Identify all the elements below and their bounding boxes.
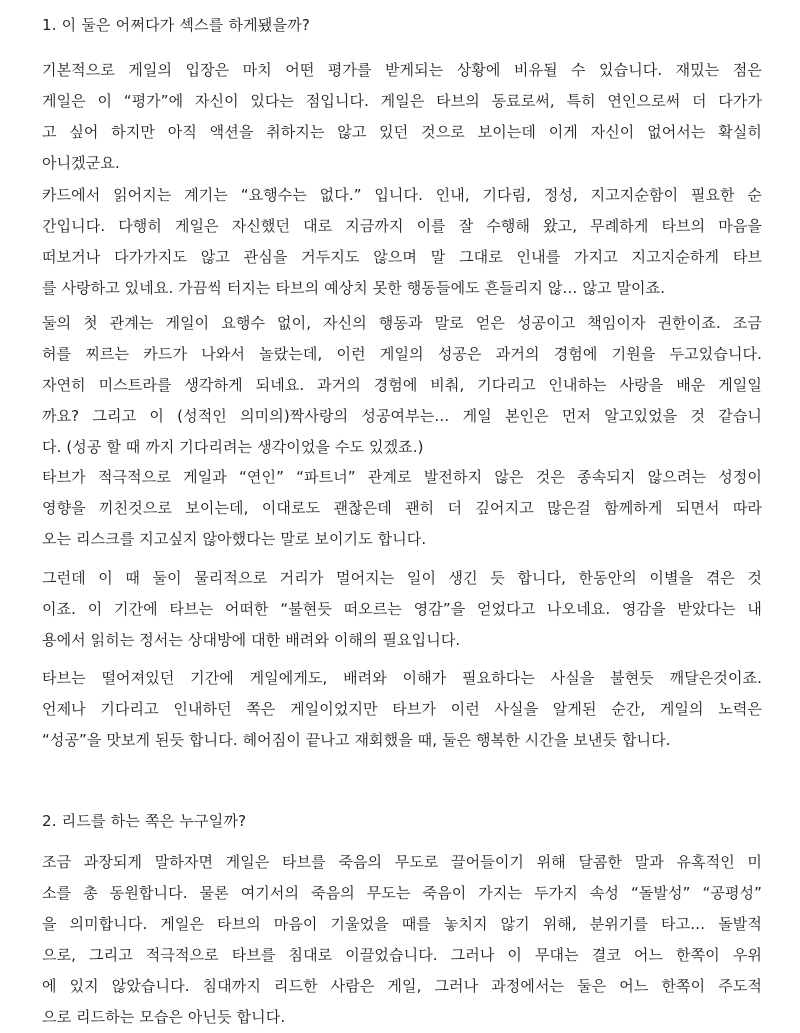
paragraph-7	[42, 847, 762, 1033]
text-line: 으로, 그리고 적극적으로 타브를 침대로 이끌었습니다. 그러나 이 무대는 결코 어느 한쪽이 우위	[42, 946, 762, 964]
text-line: 떠보거나 다가가지도 않고 관심을 거두지도 않으며 말 그대로 인내를 가지고 지고지순하게 타브	[42, 248, 762, 266]
text-line: 를 사랑하고 있네요. 가끔씩 터지는 타브의 예상치 못한 행동들에도 흔들리지 않… 않고 말이죠.	[42, 279, 666, 297]
text-line: 아니겠군요.	[42, 154, 120, 172]
text-line: 오는 리스크를 지고싶지 않아했다는 말로 보이기도 합니다.	[42, 530, 427, 548]
text-line: 으로 리드하는 모습은 아닌듯 합니다.	[42, 1008, 286, 1026]
paragraph-5	[42, 563, 762, 656]
text-line: 게일은 이 “평가”에 자신이 있다는 점입니다. 게일은 타브의 동료로써, 특히 연인으로써 더 다가가	[42, 92, 762, 110]
text-line: 다. (성공 할 때 까지 기다리려는 생각이었을 수도 있겠죠.)	[42, 438, 424, 456]
text-line: 카드에서 읽어지는 계기는 “요행수는 없다.” 입니다. 인내, 기다림, 정성, 지고지순함이 필요한 순	[42, 186, 762, 204]
text-line: 언제나 기다리고 인내하던 쪽은 게일이었지만 타브가 이런 사실을 알게된 순간, 게일의 노력은	[42, 700, 762, 718]
paragraph-2	[42, 180, 762, 304]
text-line: 용에서 읽히는 정서는 상대방에 대한 배려와 이해의 필요입니다.	[42, 631, 461, 649]
text-line: 에 있지 않았습니다. 침대까지 리드한 사람은 게일, 그러나 과정에서는 둘은 어느 한쪽이 주도적	[42, 977, 762, 995]
text-line: 둘의 첫 관계는 게일이 요행수 없이, 자신의 행동과 말로 얻은 성공이고 책임이자 권한이죠. 조금	[42, 314, 762, 332]
text-line: 소를 총 동원합니다. 물론 여기서의 죽음의 무도는 죽음이 가지는 두가지 속성 “돌발성” “공평성”	[42, 884, 762, 902]
text-line: 그런데 이 때 둘이 물리적으로 거리가 멀어지는 일이 생긴 듯 합니다, 한동안의 이별을 겪은 것	[42, 569, 762, 587]
text-line: 자연히 미스트라를 생각하게 되네요. 과거의 경험에 비춰, 기다리고 인내하는 사랑을 배운 게일일	[42, 376, 762, 394]
text-line: 허를 찌르는 카드가 나와서 놀랐는데, 이런 게일의 성공은 과거의 경험에 기원을 두고있습니다.	[42, 345, 762, 363]
text-line: 타브가 적극적으로 게일과 “연인” “파트너” 관계로 발전하지 않은 것은 종속되지 않으려는 성정이	[42, 468, 762, 486]
text-line: 까요? 그리고 이 (성적인 의미의)짝사랑의 성공여부는… 게일 본인은 먼저 알고있었을 것 같습니	[42, 407, 762, 425]
section-heading-1: 1. 이 둘은 어쩌다가 섹스를 하게됐을까?	[42, 16, 311, 34]
text-line: 기본적으로 게일의 입장은 마치 어떤 평가를 받게되는 상황에 비유될 수 있습니다. 재밌는 점은	[42, 61, 762, 79]
text-line: 을 의미합니다. 게일은 타브의 마음이 기울었을 때를 놓치지 않기 위해, 분위기를 타고… 돌발적	[42, 915, 762, 933]
text-line: 고 싶어 하지만 아직 액션을 취하지는 않고 있던 것으로 보이는데 이게 자신이 없어서는 확실히	[42, 123, 762, 141]
paragraph-4	[42, 462, 762, 555]
text-line: 영향을 끼친것으로 보이는데, 이대로도 괜찮은데 괜히 더 깊어지고 많은걸 함께하게 되면서 따라	[42, 499, 762, 517]
paragraph-3	[42, 308, 762, 463]
text-line: 이죠. 이 기간에 타브는 어떠한 “불현듯 떠오르는 영감”을 얻었다고 나오네요. 영감을 받았다는 내	[42, 600, 762, 618]
text-line: 간입니다. 다행히 게일은 자신했던 대로 지금까지 이를 잘 수행해 왔고, 무례하게 타브의 마음을	[42, 217, 762, 235]
text-line: “성공”을 맛보게 된듯 합니다. 헤어짐이 끝나고 재회했을 때, 둘은 행복한 시간을 보낸듯 합니다.	[42, 731, 671, 749]
text-line: 타브는 떨어져있던 기간에 게일에게도, 배려와 이해가 필요하다는 사실을 불현듯 깨달은것이죠.	[42, 669, 762, 687]
text-line: 조금 과장되게 말하자면 게일은 타브를 죽음의 무도로 끌어들이기 위해 달콤한 말과 유혹적인 미	[42, 853, 762, 871]
paragraph-6	[42, 663, 762, 756]
section-heading-2: 2. 리드를 하는 쪽은 누구일까?	[42, 812, 247, 830]
paragraph-1	[42, 55, 762, 179]
